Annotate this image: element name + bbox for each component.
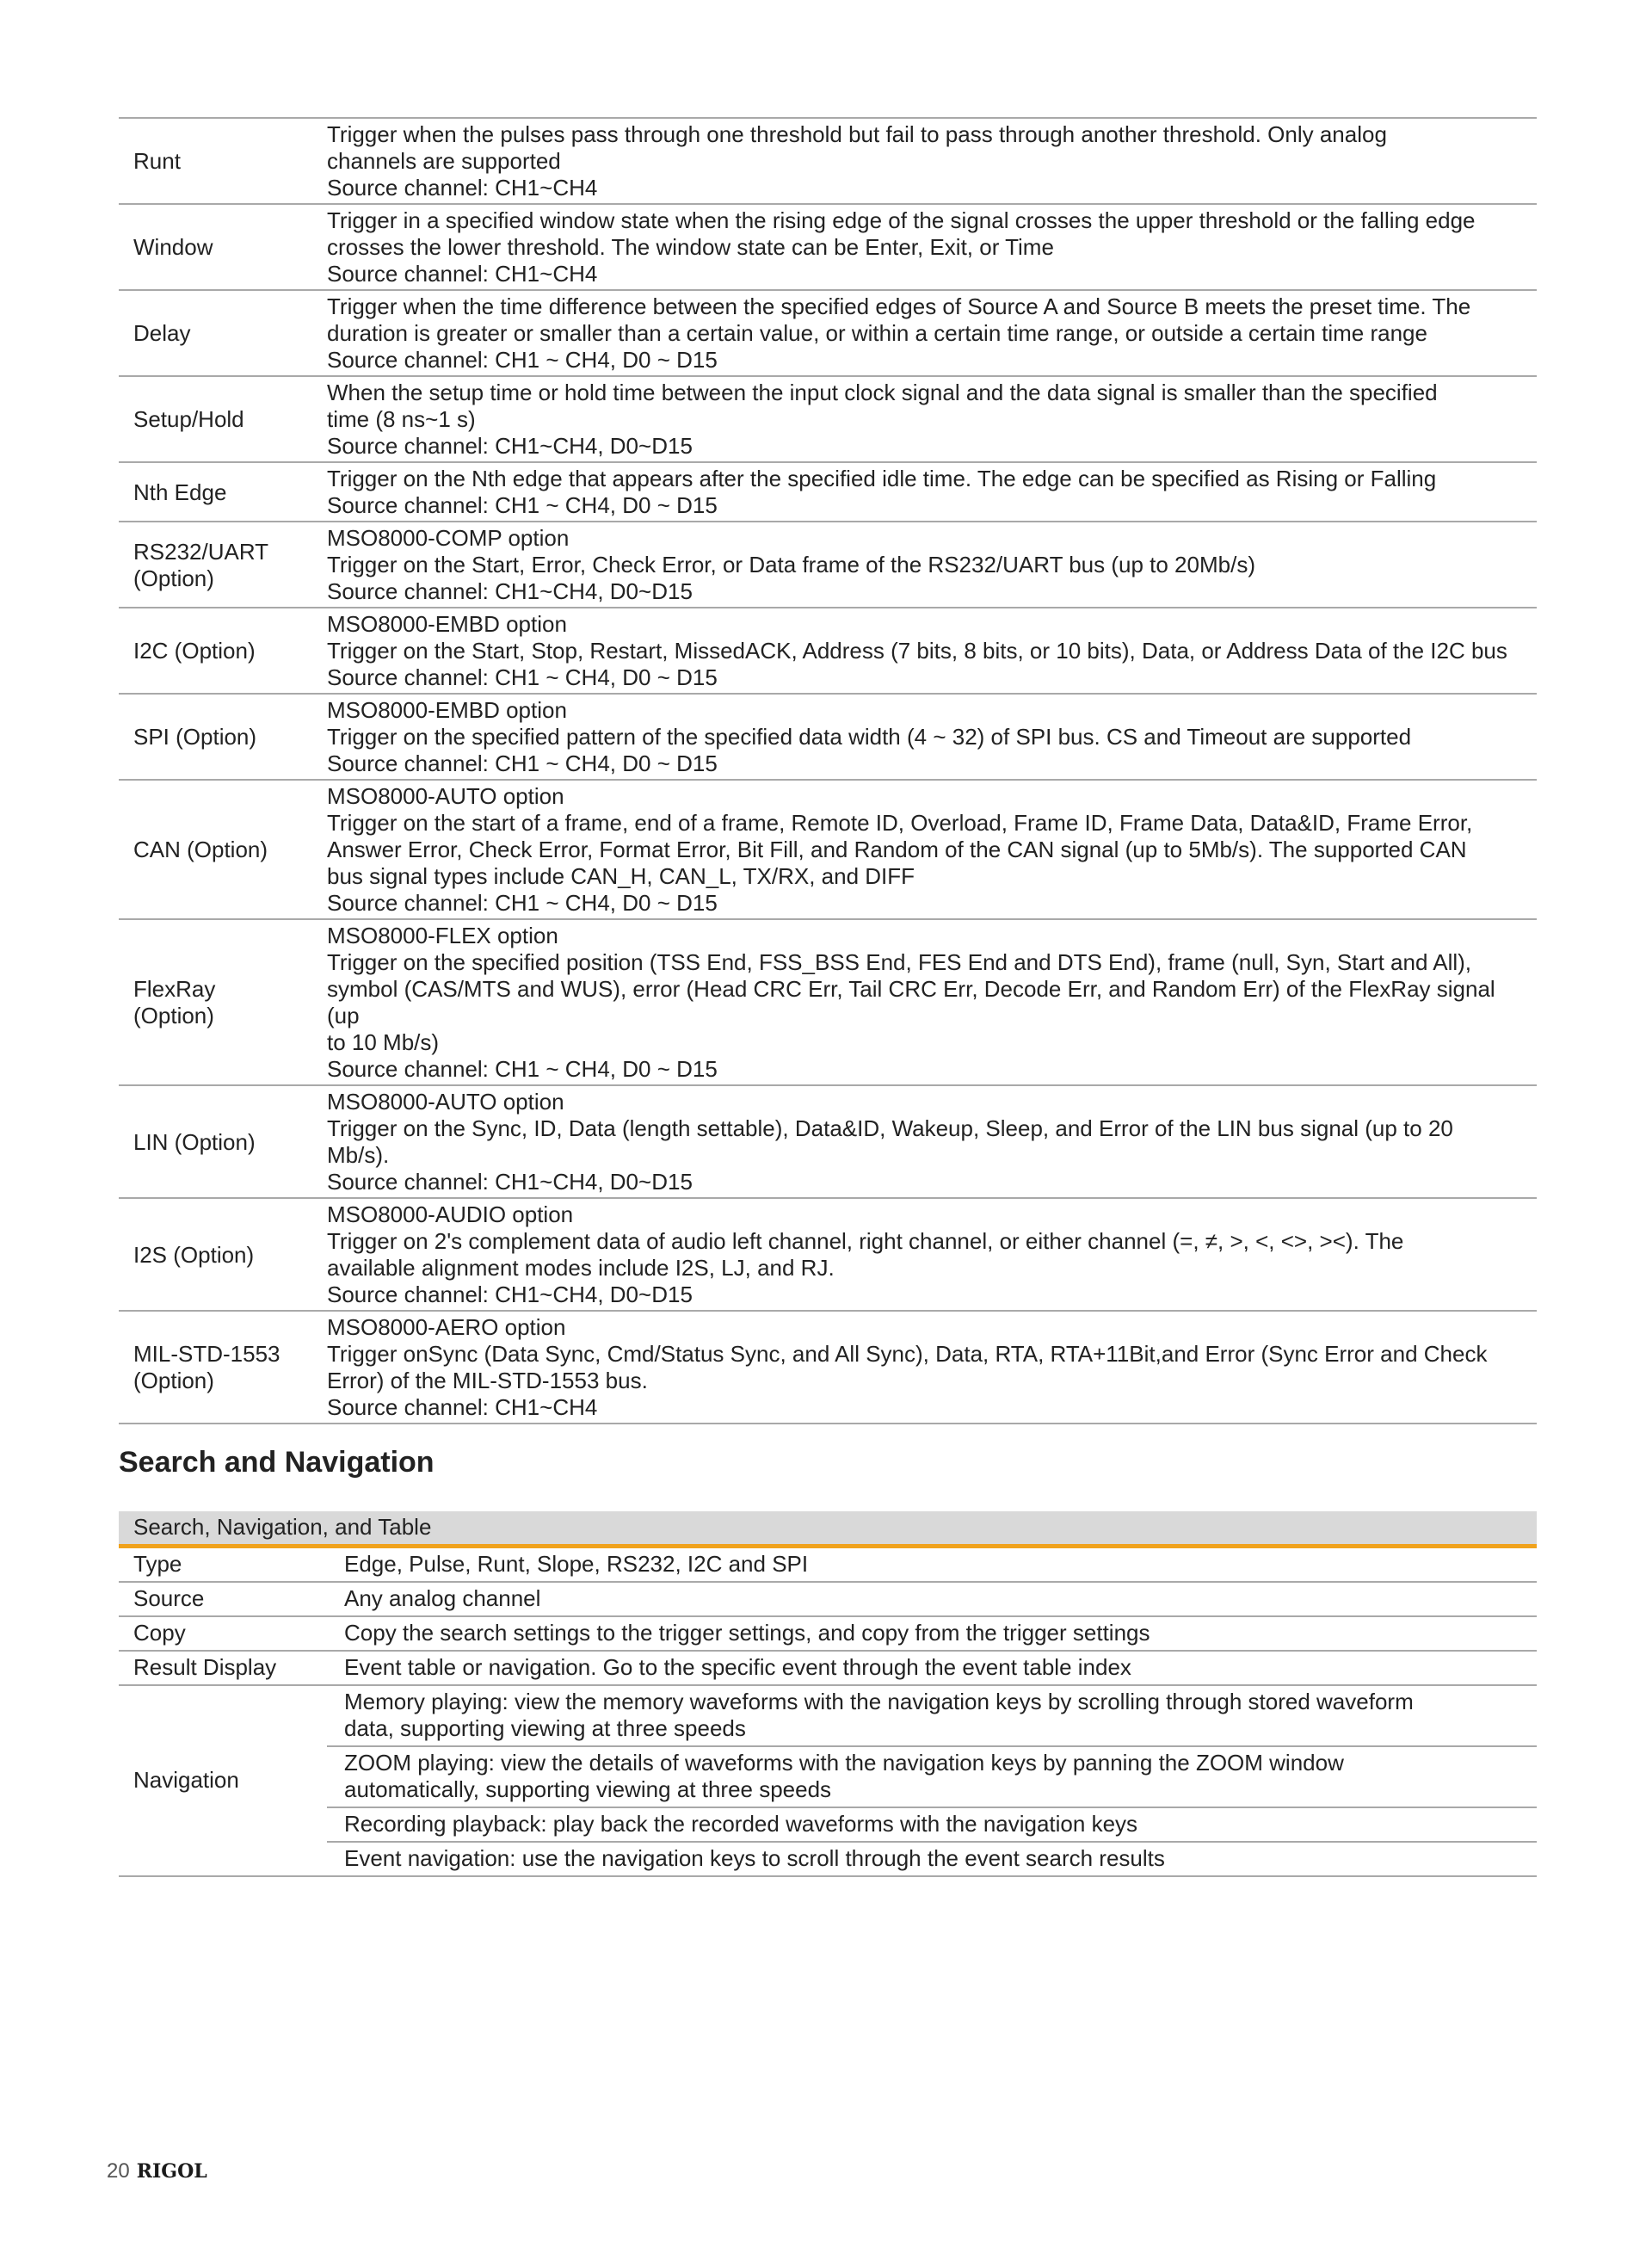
page-number: 20 [107,2159,130,2183]
description-line: MSO8000-AUTO option [327,1089,564,1115]
row-label: Source [119,1582,327,1616]
trigger-type-name: Window [133,234,213,260]
description-line: Trigger on the Sync, ID, Data (length settable), Data&ID, Wakeup, Sleep, and Error of the LIN bus signal (up to 20 [327,1115,1453,1141]
trigger-description-cell [327,462,1537,522]
trigger-type-cell [119,1085,327,1198]
description-line: crosses the lower threshold. The window state can be Enter, Exit, or Time [327,234,1054,260]
navigation-item [327,1807,1537,1842]
description-line: available alignment modes include I2S, LJ, and RJ. [327,1255,835,1281]
value-line: Memory playing: view the memory waveforms with the navigation keys by scrolling through stored waveform [344,1689,1414,1714]
description-line: MSO8000-FLEX option [327,923,558,948]
trigger-type-cell [119,118,327,204]
description-line: MSO8000-AUDIO option [327,1201,574,1227]
row-value [327,1582,1537,1616]
table-row [119,1807,1537,1842]
description-line: MSO8000-EMBD option [327,611,567,637]
section-title: Search and Navigation [119,1446,435,1479]
table-row [119,522,1537,608]
description-line: Source channel: CH1~CH4 [327,1394,598,1420]
description-line: duration is greater or smaller than a certain value, or within a certain time range, or outside a certain time range [327,320,1427,346]
table-row [119,1651,1537,1685]
description-line: Source channel: CH1 ~ CH4, D0 ~ D15 [327,347,718,373]
description-line: to 10 Mb/s) [327,1029,440,1055]
value-line: Recording playback: play back the recorded waveforms with the navigation keys [344,1811,1138,1837]
navigation-item [327,1685,1537,1746]
description-line: Source channel: CH1 ~ CH4, D0 ~ D15 [327,492,718,518]
description-line: symbol (CAS/MTS and WUS), error (Head CRC Err, Tail CRC Err, Decode Err, and Random Err) of the FlexRay signal (up [327,976,1495,1028]
description-line: Source channel: CH1 ~ CH4, D0 ~ D15 [327,890,718,916]
description-line: Source channel: CH1 ~ CH4, D0 ~ D15 [327,750,718,776]
table-row [119,204,1537,290]
trigger-type-cell [119,204,327,290]
trigger-type-name: FlexRay [133,976,216,1002]
trigger-type-name: I2S (Option) [133,1241,255,1268]
table-row [119,608,1537,694]
description-line: MSO8000-AUTO option [327,783,564,809]
row-label: Navigation [119,1685,327,1876]
trigger-type-cell [119,780,327,919]
description-line: MSO8000-COMP option [327,525,570,551]
row-value [327,1547,1537,1583]
trigger-description-cell [327,919,1537,1085]
trigger-type-name: RS232/UART [133,538,269,565]
trigger-type-name: (Option) [133,1368,214,1393]
search-navigation-table [119,1511,1537,1877]
row-value [327,1651,1537,1685]
table-row [119,1842,1537,1876]
trigger-types-table [119,117,1537,1424]
trigger-description-cell [327,118,1537,204]
table-row [119,118,1537,204]
trigger-description-cell [327,780,1537,919]
description-line: MSO8000-EMBD option [327,697,567,723]
value-line: Edge, Pulse, Runt, Slope, RS232, I2C and SPI [344,1551,809,1577]
table-row [119,1685,1537,1746]
description-line: Source channel: CH1~CH4 [327,175,598,201]
navigation-item [327,1842,1537,1876]
trigger-description-cell [327,1311,1537,1424]
trigger-type-name: Setup/Hold [133,406,244,432]
description-line: channels are supported [327,148,561,174]
table-header-row [119,1511,1537,1547]
trigger-type-cell [119,1311,327,1424]
description-line: Trigger on the specified position (TSS End, FSS_BSS End, FES End and DTS End), frame (null, Syn, Start and All), [327,949,1471,975]
trigger-type-name: (Option) [133,1003,214,1028]
trigger-description-cell [327,1085,1537,1198]
trigger-type-cell [119,608,327,694]
value-line: data, supporting viewing at three speeds [344,1715,746,1741]
trigger-type-name: CAN (Option) [133,837,268,862]
row-label: Type [119,1547,327,1583]
description-line: Trigger on the specified pattern of the specified data width (4 ~ 32) of SPI bus. CS and Timeout are supported [327,724,1412,750]
trigger-type-name: MIL-STD-1553 [133,1341,280,1367]
description-line: Trigger when the time difference between the specified edges of Source A and Source B meets the preset time. The [327,293,1471,319]
table-row [119,376,1537,462]
description-line: Answer Error, Check Error, Format Error, Bit Fill, and Random of the CAN signal (up to 5Mb/s). The supported CAN [327,837,1467,862]
table-row [119,1085,1537,1198]
page-footer [107,2159,207,2183]
description-line: bus signal types include CAN_H, CAN_L, TX/RX, and DIFF [327,863,915,889]
table-row [119,1746,1537,1807]
description-line: Trigger when the pulses pass through one threshold but fail to pass through another threshold. Only analog [327,121,1387,147]
trigger-description-cell [327,694,1537,780]
description-line: Source channel: CH1~CH4, D0~D15 [327,1282,693,1307]
trigger-description-cell [327,522,1537,608]
trigger-type-cell [119,919,327,1085]
table-row [119,1616,1537,1651]
description-line: When the setup time or hold time between the input clock signal and the data signal is smaller than the specified [327,380,1438,405]
value-line: Any analog channel [344,1585,541,1611]
table-row [119,290,1537,376]
trigger-description-cell [327,290,1537,376]
trigger-type-name: (Option) [133,565,214,591]
description-line: MSO8000-AERO option [327,1314,566,1340]
trigger-type-name: SPI (Option) [133,724,257,750]
trigger-type-name: LIN (Option) [133,1128,256,1155]
description-line: Trigger onSync (Data Sync, Cmd/Status Sync, and All Sync), Data, RTA, RTA+11Bit,and Error (Sync Error and Check [327,1341,1488,1367]
trigger-type-name: Runt [133,148,181,174]
description-line: Source channel: CH1~CH4, D0~D15 [327,1169,693,1195]
trigger-type-cell [119,522,327,608]
description-line: Trigger on the Start, Stop, Restart, MissedACK, Address (7 bits, 8 bits, or 10 bits), Data, or Address Data of the I2C bus [327,638,1507,664]
description-line: Source channel: CH1 ~ CH4, D0 ~ D15 [327,664,718,690]
trigger-type-name: Nth Edge [133,479,227,505]
trigger-type-name: Delay [133,320,191,346]
trigger-type-cell [119,376,327,462]
table-row [119,694,1537,780]
description-line: Error) of the MIL-STD-1553 bus. [327,1368,648,1393]
description-line: Source channel: CH1 ~ CH4, D0 ~ D15 [327,1056,718,1082]
trigger-type-cell [119,1198,327,1311]
table-row [119,1582,1537,1616]
description-line: Trigger on the start of a frame, end of a frame, Remote ID, Overload, Frame ID, Frame Data, Data&ID, Frame Error, [327,810,1473,836]
value-line: Event table or navigation. Go to the specific event through the event table index [344,1654,1131,1680]
row-value [327,1616,1537,1651]
description-line: Trigger in a specified window state when the rising edge of the signal crosses the upper threshold or the falling edge [327,207,1476,233]
description-line: Mb/s). [327,1142,390,1168]
row-label: Copy [119,1616,327,1651]
description-line: Source channel: CH1~CH4 [327,261,598,287]
trigger-type-cell [119,694,327,780]
brand-logo: RIGOL [136,2160,207,2183]
value-line: Copy the search settings to the trigger settings, and copy from the trigger settings [344,1620,1150,1646]
table-row [119,919,1537,1085]
description-line: Trigger on 2's complement data of audio left channel, right channel, or either channel (=, ≠, >, <, <>, ><). The [327,1228,1404,1254]
table-row [119,1198,1537,1311]
table-row [119,1547,1537,1583]
description-line: Trigger on the Nth edge that appears after the specified idle time. The edge can be specified as Rising or Falling [327,466,1437,491]
description-line: Trigger on the Start, Error, Check Error, or Data frame of the RS232/UART bus (up to 20Mb/s) [327,552,1255,577]
trigger-type-cell [119,462,327,522]
table-row [119,1311,1537,1424]
trigger-description-cell [327,608,1537,694]
description-line: time (8 ns~1 s) [327,406,476,432]
description-line: Source channel: CH1~CH4, D0~D15 [327,578,693,604]
value-line: Event navigation: use the navigation keys to scroll through the event search results [344,1845,1165,1871]
table-row [119,780,1537,919]
value-line: automatically, supporting viewing at three speeds [344,1776,832,1802]
trigger-description-cell [327,376,1537,462]
row-label: Result Display [119,1651,327,1685]
table-row [119,462,1537,522]
trigger-type-name: I2C (Option) [133,638,256,664]
table-header-label: Search, Navigation, and Table [119,1511,1537,1547]
navigation-item [327,1746,1537,1807]
value-line: ZOOM playing: view the details of waveforms with the navigation keys by panning the ZOOM window [344,1750,1344,1776]
trigger-type-cell [119,290,327,376]
trigger-description-cell [327,204,1537,290]
trigger-description-cell [327,1198,1537,1311]
description-line: Source channel: CH1~CH4, D0~D15 [327,433,693,459]
